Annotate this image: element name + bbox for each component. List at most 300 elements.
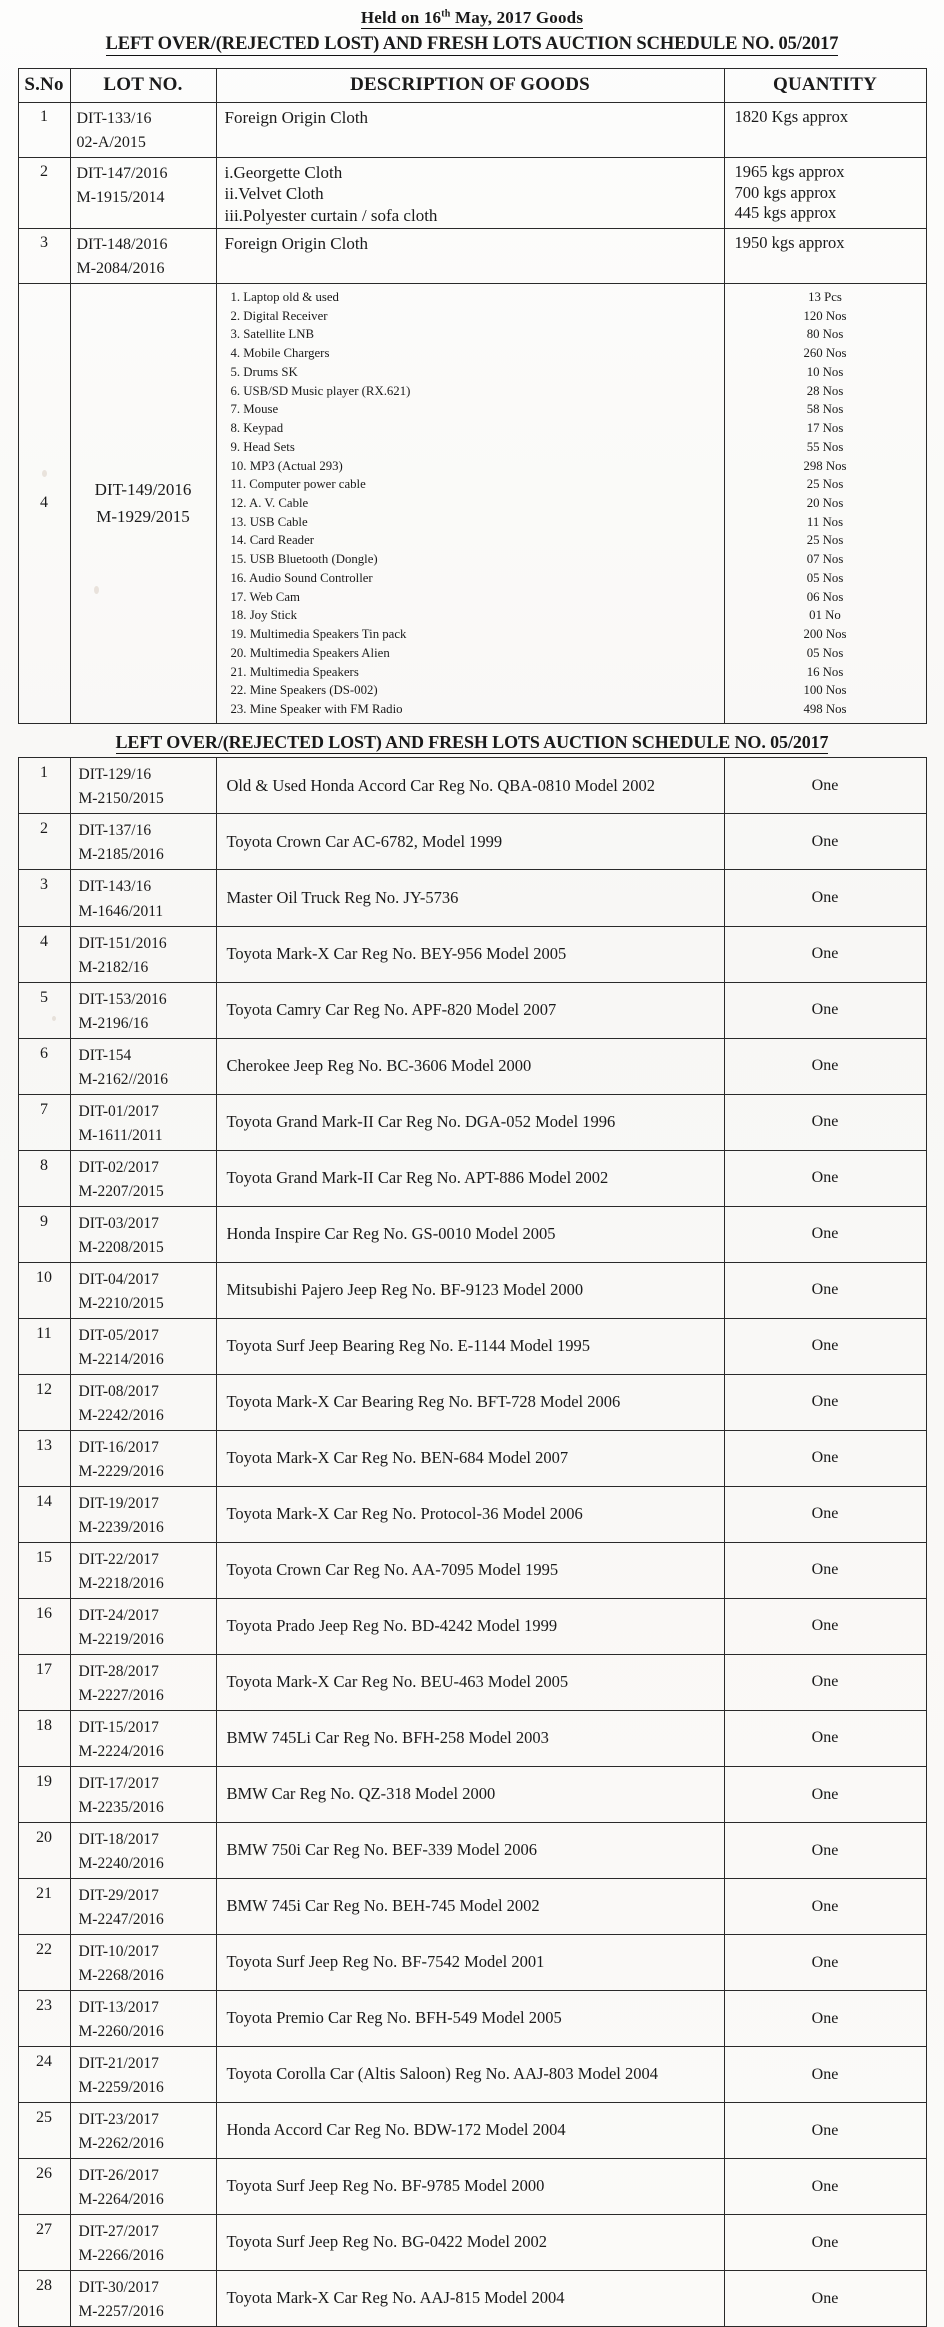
- table-row: [18, 1879, 926, 1935]
- vehicle-row-lot-no: [70, 926, 216, 982]
- vehicle-row-lot-no: [70, 1879, 216, 1935]
- goods-item: 21. Multimedia Speakers: [230, 664, 359, 679]
- goods-item-quantity: 10 Nos: [806, 364, 844, 379]
- vehicle-row-quantity: One: [724, 1206, 926, 1262]
- goods-row-quantity: [724, 228, 926, 283]
- vehicle-row-description: Toyota Surf Jeep Reg No. BF-7542 Model 2001: [216, 1935, 724, 1991]
- goods-table-body: [18, 103, 926, 724]
- table-row: [18, 1486, 926, 1542]
- vehicle-row-quantity: One: [724, 1598, 926, 1654]
- vehicle-row-quantity: One: [724, 1094, 926, 1150]
- lot-line: M-2185/2016: [78, 846, 164, 864]
- schedule-title-wrap: [0, 33, 944, 56]
- vehicle-row-sno: 8: [18, 1150, 70, 1206]
- lot-line: M-2210/2015: [78, 1294, 164, 1312]
- vehicles-table: [18, 757, 927, 2327]
- vehicle-row-description: Toyota Mark-X Car Reg No. BEU-463 Model 2005: [216, 1654, 724, 1710]
- vehicle-row-lot-no: [70, 1598, 216, 1654]
- goods-item: 7. Mouse: [230, 402, 279, 417]
- goods-row-quantity: [724, 158, 926, 229]
- goods-item-quantity: 80 Nos: [806, 327, 844, 342]
- goods-row-description: [216, 158, 724, 229]
- lot-line: M-2227/2016: [78, 1686, 164, 1704]
- lot-line: DIT-29/2017: [78, 1887, 159, 1905]
- goods-item: 10. MP3 (Actual 293): [230, 458, 343, 473]
- lot-line: DIT-18/2017: [78, 1831, 159, 1849]
- vehicle-row-description: Toyota Mark-X Car Bearing Reg No. BFT-728 Model 2006: [216, 1374, 724, 1430]
- vehicle-row-sno: 10: [18, 1262, 70, 1318]
- lot-line: DIT-133/16: [76, 110, 152, 128]
- vehicle-row-sno: 15: [18, 1542, 70, 1598]
- goods-items-list: [216, 283, 724, 723]
- vehicle-row-description: Toyota Mark-X Car Reg No. Protocol-36 Model 2006: [216, 1486, 724, 1542]
- vehicle-row-sno: 11: [18, 1318, 70, 1374]
- vehicle-row-description: Toyota Prado Jeep Reg No. BD-4242 Model 1999: [216, 1598, 724, 1654]
- vehicle-row-lot-no: [70, 1262, 216, 1318]
- lot-line: DIT-17/2017: [78, 1774, 159, 1792]
- vehicle-row-quantity: One: [724, 1879, 926, 1935]
- lot-line: DIT-03/2017: [78, 1214, 159, 1232]
- goods-row-description: [216, 103, 724, 158]
- lot-line: DIT-05/2017: [78, 1326, 159, 1344]
- header-quantity: QUANTITY: [724, 69, 926, 103]
- goods-item: 22. Mine Speakers (DS-002): [230, 683, 378, 698]
- lot-line: M-2257/2016: [78, 2303, 164, 2321]
- goods-item: 8. Keypad: [230, 421, 284, 436]
- goods-item-quantity: 58 Nos: [806, 402, 844, 417]
- table-row: [18, 2215, 926, 2271]
- lot-line: M-2235/2016: [78, 1799, 164, 1816]
- lot-line: DIT-153/2016: [78, 990, 167, 1008]
- goods-item-quantity: 20 Nos: [806, 496, 844, 511]
- header-lot-no: LOT NO.: [70, 69, 216, 103]
- lot-line: DIT-21/2017: [78, 2055, 159, 2073]
- lot-line: DIT-28/2017: [78, 1662, 159, 1680]
- vehicle-row-description: Mitsubishi Pajero Jeep Reg No. BF-9123 Model 2000: [216, 1262, 724, 1318]
- goods-item: 5. Drums SK: [230, 364, 298, 379]
- vehicles-section-header: [0, 732, 944, 755]
- goods-item-quantity: 120 Nos: [803, 308, 847, 323]
- description-line: iii.Polyester curtain / sofa cloth: [224, 205, 438, 225]
- vehicle-row-quantity: One: [724, 1486, 926, 1542]
- goods-item: 4. Mobile Chargers: [230, 346, 330, 361]
- vehicle-row-sno: 16: [18, 1598, 70, 1654]
- vehicle-row-sno: 12: [18, 1374, 70, 1430]
- schedule-title-2: LEFT OVER/(REJECTED LOST) AND FRESH LOTS AUCTION SCHEDULE NO. 05/2017: [116, 732, 829, 755]
- vehicle-row-sno: 3: [18, 870, 70, 926]
- vehicle-row-quantity: One: [724, 1654, 926, 1710]
- lot-line: M-2268/2016: [78, 1967, 164, 1985]
- lot-line: M-2242/2016: [78, 1406, 164, 1424]
- goods-item: 9. Head Sets: [230, 439, 295, 454]
- goods-row: [18, 158, 926, 229]
- goods-item: 18. Joy Stick: [230, 608, 297, 623]
- vehicle-row-sno: 5: [18, 982, 70, 1038]
- vehicle-row-description: BMW Car Reg No. QZ-318 Model 2000: [216, 1766, 724, 1822]
- vehicle-row-quantity: One: [724, 2159, 926, 2215]
- vehicle-row-quantity: One: [724, 926, 926, 982]
- vehicle-row-description: Toyota Grand Mark-II Car Reg No. DGA-052 Model 1996: [216, 1094, 724, 1150]
- goods-table: [18, 68, 927, 723]
- goods-item-quantity: 55 Nos: [806, 439, 844, 454]
- vehicle-row-description: BMW 750i Car Reg No. BEF-339 Model 2006: [216, 1823, 724, 1879]
- schedule-title-1: LEFT OVER/(REJECTED LOST) AND FRESH LOTS AUCTION SCHEDULE NO. 05/2017: [106, 33, 839, 56]
- quantity-line: 1965 kgs approx: [734, 162, 845, 182]
- goods-item-quantity: 01 No: [809, 608, 841, 623]
- lot-line: M-2259/2016: [78, 2079, 164, 2097]
- vehicle-row-lot-no: [70, 1150, 216, 1206]
- vehicle-row-quantity: One: [724, 814, 926, 870]
- vehicle-row-quantity: One: [724, 1150, 926, 1206]
- lot-line: DIT-08/2017: [78, 1382, 159, 1400]
- goods-item: 17. Web Cam: [230, 589, 300, 604]
- lot-line: M-2214/2016: [78, 1350, 164, 1368]
- table-row: [18, 870, 926, 926]
- lot-line: M-2240/2016: [78, 1855, 164, 1873]
- vehicle-row-description: Toyota Crown Car AC-6782, Model 1999: [216, 814, 724, 870]
- lot-line: DIT-154: [78, 1046, 132, 1064]
- vehicle-row-description: Master Oil Truck Reg No. JY-5736: [216, 870, 724, 926]
- lot-line: DIT-13/2017: [78, 1999, 159, 2017]
- table-row: [18, 1374, 926, 1430]
- lot-line: DIT-147/2016: [76, 165, 168, 183]
- table-row: [18, 1038, 926, 1094]
- goods-row-items: [18, 283, 926, 723]
- lot-line: DIT-02/2017: [78, 1158, 159, 1176]
- vehicle-row-lot-no: [70, 2159, 216, 2215]
- table-row: [18, 814, 926, 870]
- goods-item-quantity: 25 Nos: [806, 533, 844, 548]
- goods-item-quantity: 11 Nos: [806, 514, 844, 529]
- vehicle-row-sno: 2: [18, 814, 70, 870]
- vehicle-row-lot-no: [70, 2215, 216, 2271]
- vehicle-row-lot-no: [70, 982, 216, 1038]
- goods-item: 20. Multimedia Speakers Alien: [230, 645, 390, 660]
- vehicle-row-lot-no: [70, 1094, 216, 1150]
- header-sno: S.No: [18, 69, 70, 103]
- vehicle-row-description: Toyota Surf Jeep Reg No. BF-9785 Model 2000: [216, 2159, 724, 2215]
- vehicle-row-sno: 24: [18, 2047, 70, 2103]
- vehicle-row-lot-no: [70, 1318, 216, 1374]
- vehicle-row-sno: 28: [18, 2271, 70, 2327]
- goods-item-quantity: 200 Nos: [803, 627, 847, 642]
- goods-item-quantity: 13 Pcs: [808, 289, 842, 304]
- goods-item: 12. A. V. Cable: [230, 496, 309, 511]
- vehicle-row-quantity: One: [724, 870, 926, 926]
- lot-line: DIT-148/2016: [76, 235, 168, 253]
- goods-row-lot-no: [70, 283, 216, 723]
- lot-line: M-1646/2011: [78, 902, 164, 920]
- goods-row-sno: 3: [18, 228, 70, 283]
- vehicle-row-lot-no: [70, 1654, 216, 1710]
- lot-line: M-2084/2016: [76, 259, 165, 277]
- vehicle-row-lot-no: [70, 2047, 216, 2103]
- vehicle-row-lot-no: [70, 1823, 216, 1879]
- goods-item-quantity: 17 Nos: [806, 421, 844, 436]
- table-row: [18, 1542, 926, 1598]
- quantity-line: 1950 kgs approx: [734, 232, 845, 252]
- lot-line: DIT-27/2017: [78, 2223, 159, 2241]
- description-line: i.Georgette Cloth: [224, 163, 343, 183]
- vehicle-row-sno: 6: [18, 1038, 70, 1094]
- held-on-prefix: Held on 16: [360, 8, 442, 27]
- table-row: [18, 1654, 926, 1710]
- vehicle-row-lot-no: [70, 1486, 216, 1542]
- table-row: [18, 1598, 926, 1654]
- goods-row: [18, 228, 926, 283]
- goods-row-lot-no: [70, 228, 216, 283]
- lot-line: M-2239/2016: [78, 1518, 164, 1536]
- goods-item-quantity: 07 Nos: [806, 552, 844, 567]
- vehicle-row-quantity: One: [724, 1374, 926, 1430]
- vehicle-row-lot-no: [70, 1710, 216, 1766]
- vehicle-row-description: Honda Inspire Car Reg No. GS-0010 Model 2005: [216, 1206, 724, 1262]
- lot-line: DIT-30/2017: [78, 2279, 159, 2297]
- vehicle-row-quantity: One: [724, 2215, 926, 2271]
- lot-line: M-2182/16: [78, 958, 149, 976]
- held-on-ordinal-suffix: th: [441, 8, 451, 20]
- lot-line: DIT-149/2016: [94, 480, 192, 500]
- vehicle-row-sno: 1: [18, 758, 70, 814]
- lot-line: M-2207/2015: [78, 1182, 164, 1200]
- lot-line: DIT-151/2016: [78, 934, 167, 952]
- vehicle-row-quantity: One: [724, 982, 926, 1038]
- vehicle-row-description: Toyota Grand Mark-II Car Reg No. APT-886 Model 2002: [216, 1150, 724, 1206]
- vehicle-row-sno: 14: [18, 1486, 70, 1542]
- vehicle-row-quantity: One: [724, 758, 926, 814]
- vehicle-row-description: Toyota Corolla Car (Altis Saloon) Reg No. AAJ-803 Model 2004: [216, 2047, 724, 2103]
- goods-item: 19. Multimedia Speakers Tin pack: [230, 627, 407, 642]
- lot-line: DIT-22/2017: [78, 1550, 159, 1568]
- lot-line: M-1611/2011: [78, 1126, 163, 1144]
- vehicle-row-description: Toyota Mark-X Car Reg No. BEN-684 Model 2007: [216, 1430, 724, 1486]
- lot-line: M-2208/2015: [78, 1238, 164, 1256]
- goods-item-quantity: 260 Nos: [803, 346, 847, 361]
- goods-item-quantity: 498 Nos: [803, 702, 847, 717]
- table-row: [18, 926, 926, 982]
- vehicle-row-sno: 26: [18, 2159, 70, 2215]
- vehicle-row-lot-no: [70, 814, 216, 870]
- goods-items-quantities: [724, 283, 926, 723]
- held-on-heading: [361, 7, 583, 29]
- lot-line: M-1915/2014: [76, 189, 165, 207]
- goods-item: 2. Digital Receiver: [230, 308, 328, 323]
- vehicle-row-sno: 7: [18, 1094, 70, 1150]
- vehicle-row-quantity: One: [724, 1710, 926, 1766]
- table-row: [18, 2103, 926, 2159]
- vehicle-row-lot-no: [70, 870, 216, 926]
- vehicle-row-sno: 13: [18, 1430, 70, 1486]
- goods-item: 15. USB Bluetooth (Dongle): [230, 552, 378, 567]
- vehicle-row-description: Toyota Mark-X Car Reg No. BEY-956 Model 2005: [216, 926, 724, 982]
- goods-item-quantity: 16 Nos: [806, 664, 844, 679]
- lot-line: M-2260/2016: [78, 2023, 164, 2041]
- vehicle-row-lot-no: [70, 758, 216, 814]
- vehicle-row-quantity: One: [724, 2047, 926, 2103]
- quantity-line: 1820 Kgs approx: [734, 107, 849, 127]
- goods-table-head: [18, 69, 926, 103]
- vehicle-row-description: Old & Used Honda Accord Car Reg No. QBA-0810 Model 2002: [216, 758, 724, 814]
- lot-line: DIT-24/2017: [78, 1606, 159, 1624]
- description-line: Foreign Origin Cloth: [224, 233, 369, 253]
- lot-line: M-2219/2016: [78, 1630, 164, 1648]
- vehicle-row-description: Honda Accord Car Reg No. BDW-172 Model 2004: [216, 2103, 724, 2159]
- goods-row-quantity: [724, 103, 926, 158]
- vehicle-row-quantity: One: [724, 1766, 926, 1822]
- vehicle-row-description: Toyota Crown Car Reg No. AA-7095 Model 1995: [216, 1542, 724, 1598]
- goods-item-quantity: 25 Nos: [806, 477, 844, 492]
- lot-line: M-2262/2016: [78, 2135, 164, 2153]
- lot-line: M-2196/16: [78, 1014, 149, 1032]
- held-on-line-wrap: [0, 7, 944, 29]
- vehicle-row-sno: 21: [18, 1879, 70, 1935]
- quantity-line: 445 kgs approx: [734, 203, 837, 223]
- vehicle-row-lot-no: [70, 1430, 216, 1486]
- goods-item-quantity: 06 Nos: [806, 589, 844, 604]
- table-row: [18, 1150, 926, 1206]
- vehicle-row-sno: 22: [18, 1935, 70, 1991]
- lot-line: DIT-23/2017: [78, 2111, 159, 2129]
- table-row: [18, 1991, 926, 2047]
- vehicle-row-quantity: One: [724, 1262, 926, 1318]
- goods-item: 11. Computer power cable: [230, 477, 366, 492]
- document-header: [0, 0, 944, 56]
- goods-item-quantity: 100 Nos: [803, 683, 847, 698]
- held-on-suffix: May, 2017 Goods: [450, 8, 584, 27]
- description-line: ii.Velvet Cloth: [224, 184, 324, 204]
- lot-line: M-2162//2016: [78, 1070, 169, 1088]
- vehicle-row-quantity: One: [724, 1823, 926, 1879]
- lot-line: M-2247/2016: [78, 1911, 164, 1929]
- vehicle-row-description: BMW 745Li Car Reg No. BFH-258 Model 2003: [216, 1710, 724, 1766]
- vehicle-row-sno: 4: [18, 926, 70, 982]
- lot-line: DIT-15/2017: [78, 1718, 159, 1736]
- vehicle-row-lot-no: [70, 1206, 216, 1262]
- goods-item: 6. USB/SD Music player (RX.621): [230, 383, 411, 398]
- vehicle-row-description: Toyota Camry Car Reg No. APF-820 Model 2007: [216, 982, 724, 1038]
- goods-item-quantity: 05 Nos: [806, 570, 844, 585]
- vehicle-row-quantity: One: [724, 1991, 926, 2047]
- vehicle-row-quantity: One: [724, 2103, 926, 2159]
- vehicle-row-sno: 9: [18, 1206, 70, 1262]
- goods-item-quantity: 28 Nos: [806, 383, 844, 398]
- lot-line: DIT-19/2017: [78, 1494, 159, 1512]
- lot-line: M-2264/2016: [78, 2191, 164, 2209]
- vehicle-row-sno: 25: [18, 2103, 70, 2159]
- vehicle-row-description: Toyota Premio Car Reg No. BFH-549 Model 2005: [216, 1991, 724, 2047]
- lot-line: DIT-04/2017: [78, 1270, 159, 1288]
- goods-row-sno: 4: [18, 283, 70, 723]
- lot-line: M-2218/2016: [78, 1574, 164, 1592]
- vehicles-table-body: [18, 758, 926, 2327]
- table-row: [18, 1262, 926, 1318]
- vehicle-row-description: Cherokee Jeep Reg No. BC-3606 Model 2000: [216, 1038, 724, 1094]
- lot-line: M-1929/2015: [96, 507, 190, 527]
- vehicle-row-sno: 17: [18, 1654, 70, 1710]
- table-row: [18, 1318, 926, 1374]
- vehicle-row-sno: 18: [18, 1710, 70, 1766]
- table-row: [18, 1206, 926, 1262]
- vehicle-row-lot-no: [70, 2103, 216, 2159]
- goods-row: [18, 103, 926, 158]
- vehicle-row-lot-no: [70, 2271, 216, 2327]
- lot-line: M-2150/2015: [78, 790, 164, 808]
- vehicle-row-lot-no: [70, 1991, 216, 2047]
- vehicle-row-sno: 23: [18, 1991, 70, 2047]
- lot-line: DIT-26/2017: [78, 2167, 159, 2185]
- table-row: [18, 2271, 926, 2327]
- lot-line: DIT-143/16: [78, 878, 152, 896]
- lot-line: M-2224/2016: [78, 1742, 164, 1760]
- lot-line: DIT-129/16: [78, 766, 152, 784]
- quantity-line: 700 kgs approx: [734, 182, 837, 202]
- lot-line: DIT-137/16: [78, 822, 152, 840]
- goods-header-row: [18, 69, 926, 103]
- table-row: [18, 1094, 926, 1150]
- goods-row-lot-no: [70, 103, 216, 158]
- vehicle-row-description: Toyota Surf Jeep Reg No. BG-0422 Model 2002: [216, 2215, 724, 2271]
- table-row: [18, 2159, 926, 2215]
- goods-item: 14. Card Reader: [230, 533, 315, 548]
- vehicle-row-lot-no: [70, 1374, 216, 1430]
- table-row: [18, 1430, 926, 1486]
- goods-item: 3. Satellite LNB: [230, 327, 315, 342]
- vehicle-row-sno: 19: [18, 1766, 70, 1822]
- lot-line: DIT-16/2017: [78, 1438, 159, 1456]
- table-row: [18, 758, 926, 814]
- vehicle-row-lot-no: [70, 1766, 216, 1822]
- goods-row-sno: 2: [18, 158, 70, 229]
- vehicle-row-quantity: One: [724, 2271, 926, 2327]
- vehicle-row-description: Toyota Mark-X Car Reg No. AAJ-815 Model 2004: [216, 2271, 724, 2327]
- vehicle-row-quantity: One: [724, 1935, 926, 1991]
- table-row: [18, 1710, 926, 1766]
- vehicle-row-lot-no: [70, 1038, 216, 1094]
- vehicle-row-quantity: One: [724, 1038, 926, 1094]
- table-row: [18, 1935, 926, 1991]
- vehicle-row-quantity: One: [724, 1430, 926, 1486]
- goods-item-quantity: 05 Nos: [806, 645, 844, 660]
- table-row: [18, 982, 926, 1038]
- goods-row-description: [216, 228, 724, 283]
- vehicle-row-lot-no: [70, 1935, 216, 1991]
- vehicle-row-description: Toyota Surf Jeep Bearing Reg No. E-1144 Model 1995: [216, 1318, 724, 1374]
- goods-item: 16. Audio Sound Controller: [230, 570, 373, 585]
- header-description: DESCRIPTION OF GOODS: [216, 69, 724, 103]
- table-row: [18, 1766, 926, 1822]
- vehicle-row-description: BMW 745i Car Reg No. BEH-745 Model 2002: [216, 1879, 724, 1935]
- vehicle-row-lot-no: [70, 1542, 216, 1598]
- goods-row-sno: 1: [18, 103, 70, 158]
- lot-line: M-2266/2016: [78, 2247, 164, 2265]
- lot-line: 02-A/2015: [76, 134, 146, 152]
- vehicle-row-quantity: One: [724, 1542, 926, 1598]
- goods-item-quantity: 298 Nos: [803, 458, 847, 473]
- vehicle-row-quantity: One: [724, 1318, 926, 1374]
- goods-item: 13. USB Cable: [230, 514, 308, 529]
- goods-row-lot-no: [70, 158, 216, 229]
- table-row: [18, 1823, 926, 1879]
- goods-item: 1. Laptop old & used: [230, 289, 339, 304]
- vehicle-row-sno: 27: [18, 2215, 70, 2271]
- description-line: Foreign Origin Cloth: [224, 108, 369, 128]
- goods-item: 23. Mine Speaker with FM Radio: [230, 702, 403, 717]
- lot-line: M-2229/2016: [78, 1462, 164, 1480]
- lot-line: DIT-10/2017: [78, 1943, 159, 1961]
- vehicle-row-sno: 20: [18, 1823, 70, 1879]
- table-row: [18, 2047, 926, 2103]
- lot-line: DIT-01/2017: [78, 1102, 159, 1120]
